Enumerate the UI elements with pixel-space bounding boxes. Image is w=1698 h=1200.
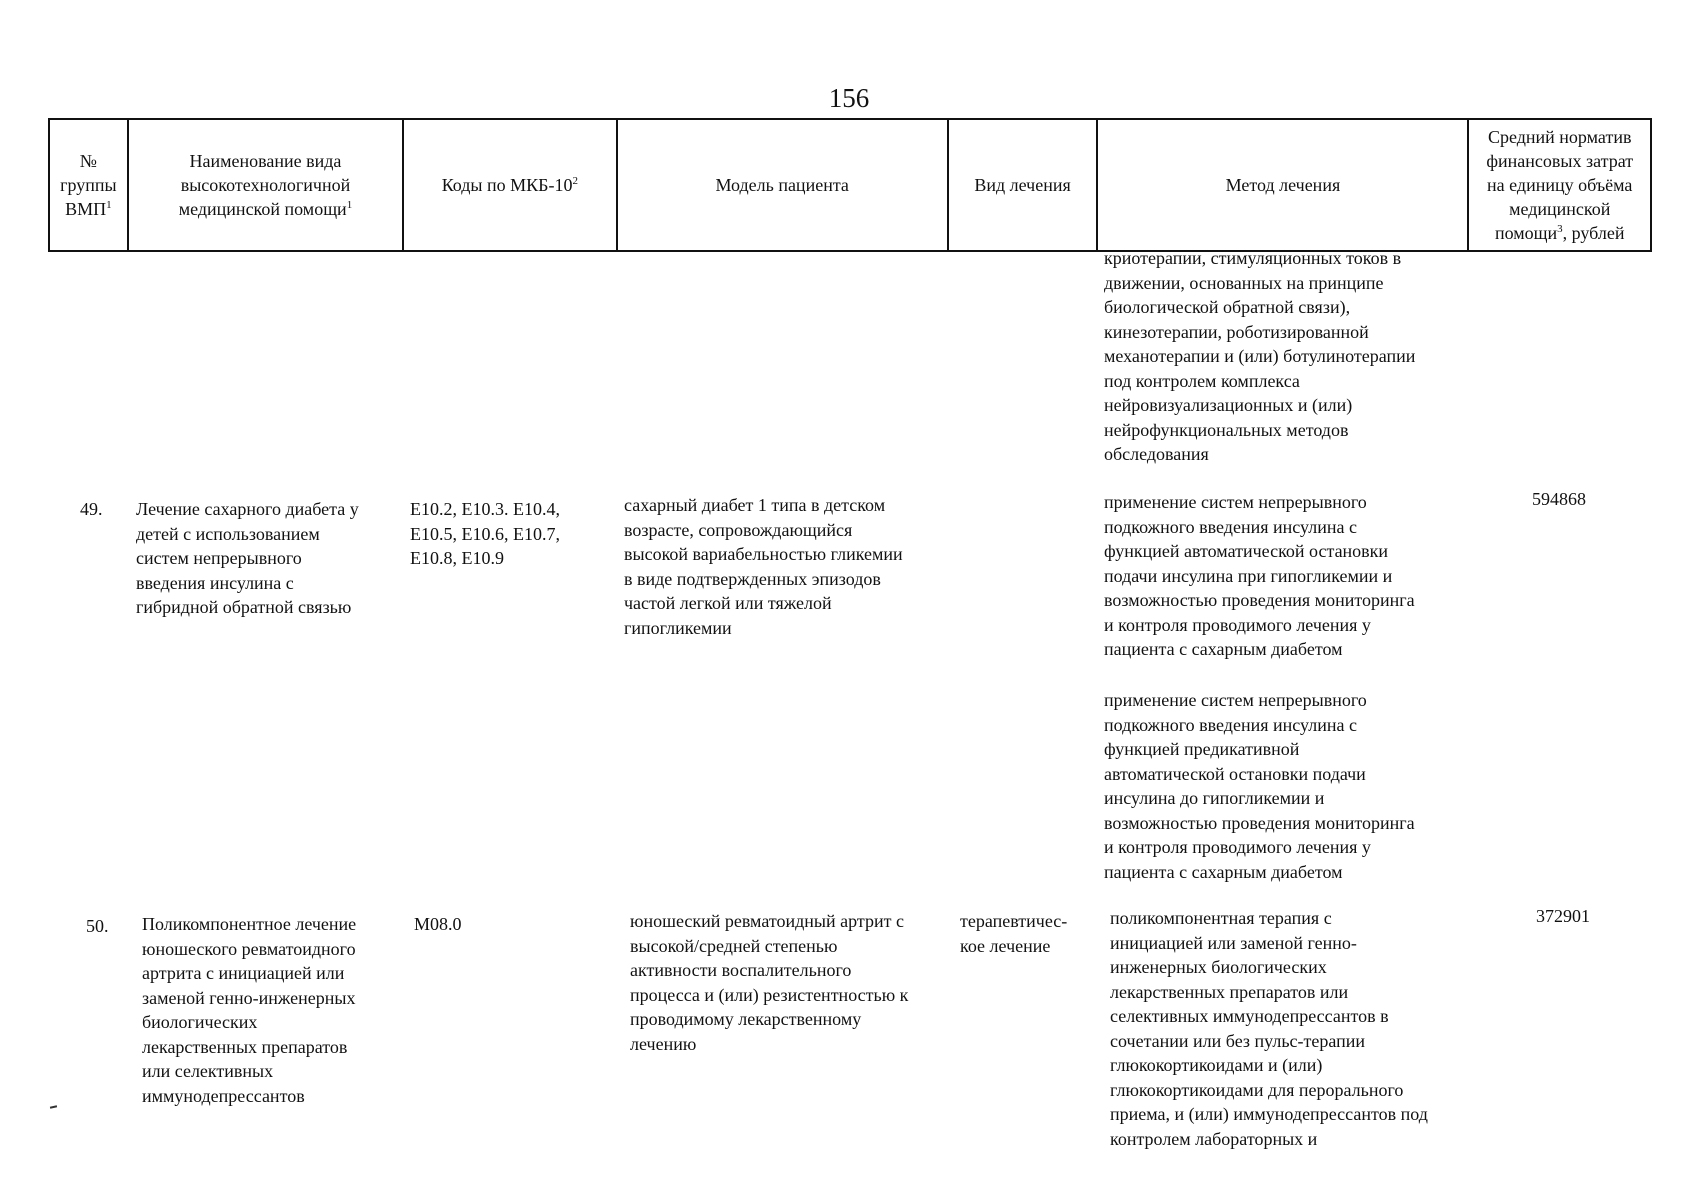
row-50-care-type <box>142 912 356 1108</box>
text-line: активности воспалительного <box>630 960 852 980</box>
scan-mark <box>50 1105 57 1108</box>
text-line: обследования <box>1104 444 1209 464</box>
row-50-cost: 372901 <box>1536 906 1590 926</box>
text-line: Лечение сахарного диабета у <box>136 499 359 519</box>
header-patient-model <box>618 120 949 250</box>
text-line: гипогликемии <box>624 617 732 638</box>
header-line: Метод лечения <box>1225 175 1341 195</box>
header-line: ВМП$^1$ <box>65 199 112 219</box>
table-header <box>48 118 1652 252</box>
text-line: биологических <box>142 1012 258 1032</box>
header-treatment-method <box>1098 120 1469 250</box>
row-49-number: 49. <box>80 499 103 519</box>
text-line: подачи инсулина при гипогликемии и <box>1104 565 1393 586</box>
header-average-cost <box>1469 120 1650 250</box>
text-line: нейрофункциональных методов <box>1104 419 1349 440</box>
text-line: применение систем непрерывного <box>1104 690 1367 710</box>
header-icd-codes <box>404 120 617 250</box>
text-line: под контролем комплекса <box>1104 370 1300 391</box>
continuation-method <box>1104 246 1415 467</box>
header-line: высокотехнологичной <box>180 175 351 195</box>
text-line: механотерапии и (или) ботулинотерапии <box>1104 346 1416 366</box>
text-line: глюкокортикоидами для перорального <box>1110 1079 1404 1100</box>
row-50-method-1 <box>1110 906 1428 1151</box>
text-line: сахарный диабет 1 типа в детском <box>624 495 886 515</box>
text-line: высокой/средней степенью <box>630 935 838 956</box>
row-50-treatment-type <box>960 909 1067 958</box>
header-line: на единицу объёма <box>1487 175 1633 195</box>
text-line: пациента с сахарным диабетом <box>1104 639 1343 659</box>
header-line: медицинской помощи$^1$ <box>178 199 353 219</box>
page-number: 156 <box>828 83 870 113</box>
text-line: возможностью проведения мониторинга <box>1104 590 1415 610</box>
text-line: поликомпонентная терапия с <box>1110 908 1332 928</box>
row-49-care-type <box>136 497 359 620</box>
text-line: проводимому лекарственному <box>630 1009 862 1029</box>
header-group-number <box>50 120 129 250</box>
text-line: биологической обратной связи), <box>1104 297 1351 317</box>
text-line: юношеский ревматоидный артрит с <box>630 911 904 931</box>
text-line: заменой генно-инженерных <box>142 987 356 1008</box>
text-line: селективных иммунодепрессантов в <box>1110 1006 1389 1026</box>
text-line: E10.5, E10.6, E10.7, <box>410 523 560 544</box>
text-line: возрасте, сопровождающийся <box>624 519 853 540</box>
text-line: кое лечение <box>960 935 1051 956</box>
text-line: или селективных <box>142 1061 274 1081</box>
text-line: приема, и (или) иммунодепрессантов под <box>1110 1104 1428 1124</box>
text-line: терапевтичес- <box>960 911 1068 931</box>
header-line: медицинской <box>1509 199 1611 219</box>
text-line: в виде подтвержденных эпизодов <box>624 568 881 589</box>
text-line: частой легкой или тяжелой <box>624 593 832 613</box>
text-line: артрита с инициацией или <box>142 963 345 983</box>
text-line: функцией предикативной <box>1104 739 1300 759</box>
text-line: движении, основанных на принципе <box>1104 272 1384 293</box>
text-line: инженерных биологических <box>1110 957 1327 977</box>
text-line: сочетании или без пульс-терапии <box>1110 1030 1366 1051</box>
text-line: пациента с сахарным диабетом <box>1104 861 1343 882</box>
text-line: подкожного введения инсулина с <box>1104 714 1357 735</box>
row-50-number: 50. <box>86 916 109 936</box>
text-line: лекарственных препаратов или <box>1110 981 1349 1002</box>
row-49-icd-codes <box>410 497 560 571</box>
header-line: группы <box>60 175 117 195</box>
header-line: Средний норматив <box>1487 127 1632 147</box>
text-line: возможностью проведения мониторинга <box>1104 812 1415 833</box>
text-line: и контроля проводимого лечения у <box>1104 837 1371 857</box>
text-line: введения инсулина с <box>136 572 294 593</box>
text-line: иммунодепрессантов <box>142 1085 305 1106</box>
text-line: гибридной обратной связью <box>136 597 352 617</box>
header-line: финансовых затрат <box>1486 151 1634 171</box>
text-line: высокой вариабельностью гликемии <box>624 544 903 564</box>
row-49-cost: 594868 <box>1532 489 1586 509</box>
row-49-method-2 <box>1104 688 1415 884</box>
text-line: инсулина до гипогликемии и <box>1104 788 1325 808</box>
text-line: подкожного введения инсулина с <box>1104 516 1357 537</box>
row-49-method-1 <box>1104 490 1415 662</box>
text-line: E10.2, E10.3. E10.4, <box>410 499 560 519</box>
text-line: глюкокортикоидами и (или) <box>1110 1055 1323 1075</box>
text-line: инициацией или заменой генно- <box>1110 932 1357 953</box>
text-line: процесса и (или) резистентностью к <box>630 984 909 1005</box>
text-line: автоматической остановки подачи <box>1104 763 1366 784</box>
text-line: систем непрерывного <box>136 548 302 568</box>
header-line: Модель пациента <box>715 175 849 195</box>
header-care-type <box>129 120 404 250</box>
text-line: лечению <box>630 1033 697 1054</box>
header-line: Коды по МКБ-$10^2$ <box>441 175 579 195</box>
text-line: M08.0 <box>414 914 462 934</box>
header-line: Наименование вида <box>189 151 342 171</box>
text-line: E10.8, E10.9 <box>410 548 504 568</box>
row-50-icd-codes <box>414 912 462 937</box>
text-line: применение систем непрерывного <box>1104 492 1367 512</box>
text-line: функцией автоматической остановки <box>1104 541 1389 561</box>
text-line: и контроля проводимого лечения у <box>1104 614 1371 635</box>
text-line: кинезотерапии, роботизированной <box>1104 321 1369 342</box>
text-line: Поликомпонентное лечение <box>142 914 357 934</box>
header-line: № <box>79 151 97 171</box>
text-line: детей с использованием <box>136 523 320 544</box>
text-line: нейровизуализационных и (или) <box>1104 395 1353 415</box>
header-line: помощи$^3$, рублей <box>1494 223 1625 243</box>
row-50-patient-model <box>630 909 908 1056</box>
row-49-patient-model <box>624 493 903 640</box>
text-line: юношеского ревматоидного <box>142 938 356 959</box>
text-line: лекарственных препаратов <box>142 1036 348 1057</box>
text-line: криотерапии, стимуляционных токов в <box>1104 248 1402 268</box>
header-treatment-type <box>949 120 1099 250</box>
header-line: Вид лечения <box>974 175 1071 195</box>
text-line: контролем лабораторных и <box>1110 1128 1318 1149</box>
